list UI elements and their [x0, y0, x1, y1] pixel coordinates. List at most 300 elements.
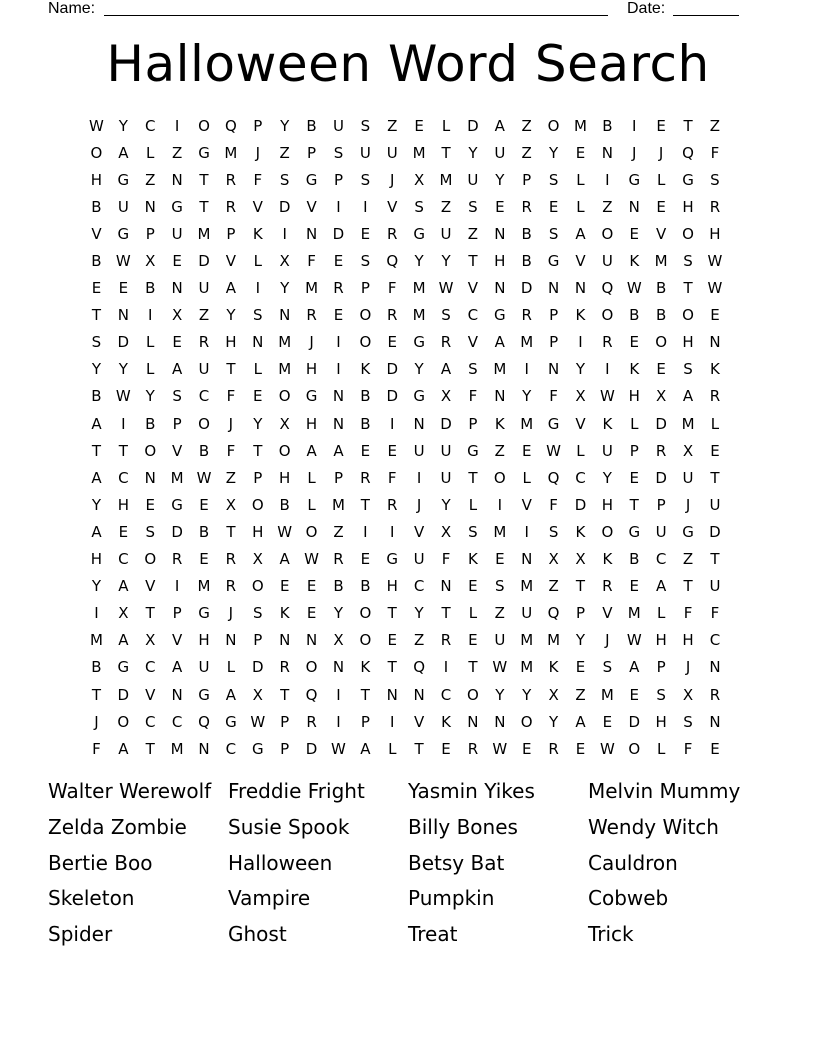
grid-cell[interactable]: M	[170, 468, 184, 487]
grid-cell[interactable]: R	[655, 441, 667, 460]
grid-cell[interactable]: A	[171, 658, 183, 677]
grid-cell[interactable]: R	[333, 279, 344, 298]
grid-cell[interactable]: I	[336, 685, 341, 704]
grid-cell[interactable]: U	[198, 658, 210, 677]
grid-cell[interactable]: W	[331, 739, 346, 758]
grid-cell[interactable]: G	[682, 170, 694, 189]
grid-cell[interactable]: J	[658, 143, 664, 162]
grid-cell[interactable]: S	[333, 143, 344, 162]
grid-cell[interactable]: E	[333, 306, 344, 325]
grid-cell[interactable]: S	[360, 252, 371, 271]
grid-cell[interactable]: S	[360, 116, 371, 135]
grid-cell[interactable]: J	[685, 658, 691, 677]
grid-cell[interactable]: L	[146, 333, 155, 352]
grid-cell[interactable]: U	[440, 224, 452, 243]
grid-cell[interactable]: Y	[441, 495, 451, 514]
grid-cell[interactable]: D	[198, 252, 210, 271]
grid-cell[interactable]: P	[360, 712, 370, 731]
grid-cell[interactable]: K	[629, 252, 640, 271]
grid-cell[interactable]: A	[575, 712, 586, 731]
grid-cell[interactable]: N	[521, 550, 533, 569]
grid-cell[interactable]: Y	[280, 116, 290, 135]
grid-cell[interactable]: N	[709, 333, 721, 352]
grid-cell[interactable]: F	[549, 495, 558, 514]
grid-cell[interactable]: V	[252, 197, 263, 216]
grid-cell[interactable]: A	[494, 333, 505, 352]
grid-cell[interactable]: H	[628, 387, 640, 406]
grid-cell[interactable]: N	[279, 631, 291, 650]
grid-cell[interactable]: X	[440, 522, 452, 541]
grid-cell[interactable]: O	[251, 577, 264, 596]
grid-cell[interactable]: N	[494, 712, 506, 731]
grid-cell[interactable]: X	[145, 252, 156, 271]
grid-cell[interactable]: A	[682, 387, 694, 406]
grid-cell[interactable]: Z	[494, 441, 505, 460]
grid-cell[interactable]: I	[605, 170, 610, 189]
name-blank-line[interactable]	[104, 0, 608, 16]
grid-cell[interactable]: I	[524, 522, 529, 541]
grid-cell[interactable]: H	[198, 631, 210, 650]
grid-cell[interactable]: Y	[118, 360, 128, 379]
grid-cell[interactable]: L	[253, 360, 262, 379]
grid-cell[interactable]: T	[145, 604, 155, 623]
grid-cell[interactable]: O	[520, 712, 533, 731]
grid-cell[interactable]: H	[90, 550, 103, 569]
grid-cell[interactable]: M	[197, 224, 211, 243]
grid-cell[interactable]: T	[145, 739, 155, 758]
grid-cell[interactable]: Y	[602, 468, 612, 487]
grid-cell[interactable]: N	[709, 712, 721, 731]
grid-cell[interactable]: D	[278, 197, 291, 216]
grid-cell[interactable]: W	[707, 279, 723, 298]
grid-cell[interactable]: C	[144, 712, 156, 731]
grid-cell[interactable]: I	[336, 712, 341, 731]
grid-cell[interactable]: M	[278, 360, 292, 379]
grid-cell[interactable]: E	[495, 550, 505, 569]
grid-cell[interactable]: S	[548, 224, 559, 243]
grid-cell[interactable]: T	[468, 468, 478, 487]
date-blank-line[interactable]	[673, 0, 739, 16]
grid-cell[interactable]: U	[709, 577, 721, 596]
grid-cell[interactable]: R	[225, 170, 237, 189]
grid-cell[interactable]: W	[626, 279, 642, 298]
grid-cell[interactable]: E	[387, 441, 397, 460]
grid-cell[interactable]: S	[253, 306, 263, 325]
grid-cell[interactable]: S	[145, 522, 155, 541]
grid-cell[interactable]: M	[278, 333, 292, 352]
grid-cell[interactable]: S	[683, 712, 693, 731]
grid-cell[interactable]: E	[710, 739, 720, 758]
grid-cell[interactable]: H	[305, 360, 318, 379]
grid-cell[interactable]: K	[494, 414, 505, 433]
grid-cell[interactable]: N	[601, 143, 613, 162]
grid-cell[interactable]: Q	[547, 604, 560, 623]
grid-cell[interactable]: M	[412, 306, 426, 325]
grid-cell[interactable]: O	[601, 522, 614, 541]
grid-cell[interactable]: B	[521, 252, 532, 271]
grid-cell[interactable]: R	[440, 333, 452, 352]
grid-cell[interactable]: V	[91, 224, 102, 243]
grid-cell[interactable]: P	[145, 224, 155, 243]
grid-cell[interactable]: J	[228, 604, 234, 623]
grid-cell[interactable]: H	[386, 577, 398, 596]
grid-cell[interactable]: T	[360, 495, 370, 514]
grid-cell[interactable]: G	[117, 658, 130, 677]
grid-cell[interactable]: B	[656, 279, 667, 298]
grid-cell[interactable]: Z	[279, 143, 290, 162]
grid-cell[interactable]: O	[278, 441, 291, 460]
grid-cell[interactable]: Y	[414, 604, 424, 623]
grid-cell[interactable]: E	[656, 197, 666, 216]
grid-cell[interactable]: S	[548, 522, 559, 541]
grid-cell[interactable]: Z	[225, 468, 237, 487]
grid-cell[interactable]: I	[121, 414, 126, 433]
grid-cell[interactable]: G	[305, 387, 318, 406]
grid-cell[interactable]: O	[198, 116, 210, 135]
grid-cell[interactable]: O	[493, 468, 506, 487]
grid-cell[interactable]: G	[225, 712, 237, 731]
grid-cell[interactable]: N	[171, 685, 183, 704]
grid-cell[interactable]: X	[252, 685, 263, 704]
grid-cell[interactable]: P	[468, 414, 478, 433]
grid-cell[interactable]: U	[440, 468, 452, 487]
grid-cell[interactable]: T	[683, 116, 693, 135]
grid-cell[interactable]: H	[117, 495, 129, 514]
grid-cell[interactable]: I	[363, 522, 368, 541]
grid-cell[interactable]: Y	[575, 360, 586, 379]
grid-cell[interactable]: K	[360, 360, 371, 379]
grid-cell[interactable]: E	[575, 739, 586, 758]
grid-cell[interactable]: F	[253, 170, 263, 189]
grid-cell[interactable]: Q	[305, 685, 318, 704]
grid-cell[interactable]: G	[198, 143, 210, 162]
grid-cell[interactable]: V	[171, 441, 183, 460]
grid-cell[interactable]: K	[575, 522, 586, 541]
grid-cell[interactable]: Z	[333, 522, 344, 541]
grid-cell[interactable]: M	[520, 577, 534, 596]
grid-cell[interactable]: M	[520, 658, 534, 677]
grid-cell[interactable]: U	[601, 252, 613, 271]
grid-cell[interactable]: Z	[198, 306, 210, 325]
grid-cell[interactable]: T	[199, 197, 209, 216]
grid-cell[interactable]: M	[493, 522, 507, 541]
grid-cell[interactable]: Z	[575, 685, 586, 704]
grid-cell[interactable]: I	[363, 197, 368, 216]
grid-cell[interactable]: X	[279, 414, 290, 433]
grid-cell[interactable]: E	[495, 197, 505, 216]
grid-cell[interactable]: N	[171, 170, 183, 189]
grid-cell[interactable]: A	[440, 360, 452, 379]
grid-cell[interactable]: G	[547, 414, 560, 433]
grid-cell[interactable]: N	[574, 279, 587, 298]
grid-cell[interactable]: V	[575, 252, 586, 271]
grid-cell[interactable]: J	[255, 143, 260, 162]
grid-cell[interactable]: L	[576, 197, 585, 216]
grid-cell[interactable]: C	[655, 550, 667, 569]
grid-cell[interactable]: D	[386, 387, 399, 406]
grid-cell[interactable]: O	[682, 306, 694, 325]
grid-cell[interactable]: O	[305, 522, 318, 541]
grid-cell[interactable]: Y	[522, 387, 532, 406]
grid-cell[interactable]: A	[171, 360, 183, 379]
grid-cell[interactable]: E	[575, 658, 586, 677]
grid-cell[interactable]: Y	[414, 360, 424, 379]
grid-cell[interactable]: T	[468, 658, 478, 677]
grid-cell[interactable]: L	[656, 604, 666, 623]
grid-cell[interactable]: Q	[224, 116, 237, 135]
grid-cell[interactable]: Y	[118, 116, 128, 135]
grid-cell[interactable]: I	[605, 360, 610, 379]
grid-cell[interactable]: E	[629, 577, 639, 596]
grid-cell[interactable]: Y	[495, 685, 505, 704]
grid-cell[interactable]: O	[144, 550, 157, 569]
grid-cell[interactable]: N	[467, 712, 479, 731]
grid-cell[interactable]: C	[144, 658, 156, 677]
grid-cell[interactable]: A	[656, 577, 667, 596]
grid-cell[interactable]: G	[171, 495, 183, 514]
grid-cell[interactable]: I	[174, 577, 180, 596]
grid-cell[interactable]: M	[412, 279, 426, 298]
grid-cell[interactable]: T	[226, 360, 236, 379]
grid-cell[interactable]: P	[280, 712, 290, 731]
grid-cell[interactable]: E	[468, 577, 478, 596]
grid-cell[interactable]: U	[440, 441, 452, 460]
grid-cell[interactable]: R	[467, 739, 479, 758]
grid-cell[interactable]: N	[413, 414, 425, 433]
grid-cell[interactable]: R	[440, 631, 452, 650]
grid-cell[interactable]: P	[549, 306, 559, 325]
grid-cell[interactable]: O	[682, 224, 694, 243]
grid-cell[interactable]: B	[629, 550, 640, 569]
grid-cell[interactable]: T	[91, 306, 102, 325]
grid-cell[interactable]: A	[333, 441, 344, 460]
grid-cell[interactable]: L	[441, 116, 451, 135]
grid-cell[interactable]: H	[601, 495, 613, 514]
grid-cell[interactable]: U	[413, 441, 425, 460]
grid-cell[interactable]: Z	[709, 116, 721, 135]
grid-cell[interactable]: P	[253, 116, 263, 135]
grid-cell[interactable]: T	[441, 143, 451, 162]
grid-cell[interactable]: E	[172, 333, 182, 352]
grid-cell[interactable]: G	[682, 522, 694, 541]
grid-cell[interactable]: G	[117, 170, 130, 189]
grid-cell[interactable]: F	[387, 468, 397, 487]
grid-cell[interactable]: O	[359, 604, 372, 623]
grid-cell[interactable]: F	[549, 387, 558, 406]
grid-cell[interactable]: L	[576, 170, 585, 189]
grid-cell[interactable]: G	[198, 685, 210, 704]
grid-cell[interactable]: T	[468, 252, 478, 271]
grid-cell[interactable]: M	[520, 414, 534, 433]
grid-cell[interactable]: N	[198, 739, 210, 758]
grid-cell[interactable]: L	[388, 739, 397, 758]
grid-cell[interactable]: Y	[280, 279, 290, 298]
grid-cell[interactable]: A	[118, 143, 129, 162]
grid-cell[interactable]: H	[90, 170, 103, 189]
grid-cell[interactable]: T	[280, 685, 290, 704]
grid-cell[interactable]: N	[386, 685, 398, 704]
grid-cell[interactable]: N	[547, 279, 560, 298]
grid-cell[interactable]: R	[198, 333, 210, 352]
grid-cell[interactable]: Y	[91, 360, 102, 379]
grid-cell[interactable]: F	[387, 279, 397, 298]
grid-cell[interactable]: Y	[549, 143, 559, 162]
grid-cell[interactable]: O	[90, 143, 103, 162]
grid-cell[interactable]: M	[331, 495, 345, 514]
grid-cell[interactable]: N	[305, 224, 318, 243]
grid-cell[interactable]: B	[145, 279, 156, 298]
grid-cell[interactable]: I	[148, 306, 153, 325]
grid-cell[interactable]: N	[332, 414, 345, 433]
grid-cell[interactable]: T	[226, 522, 236, 541]
grid-cell[interactable]: N	[413, 685, 425, 704]
grid-cell[interactable]: K	[602, 414, 613, 433]
grid-cell[interactable]: M	[681, 414, 695, 433]
grid-cell[interactable]: K	[575, 306, 586, 325]
grid-cell[interactable]: S	[468, 360, 478, 379]
grid-cell[interactable]: T	[683, 279, 693, 298]
grid-cell[interactable]: E	[306, 577, 317, 596]
grid-cell[interactable]: E	[656, 116, 666, 135]
grid-cell[interactable]: L	[630, 414, 639, 433]
grid-cell[interactable]: Y	[91, 577, 102, 596]
grid-cell[interactable]: N	[279, 306, 291, 325]
grid-cell[interactable]: I	[390, 522, 395, 541]
grid-cell[interactable]: T	[118, 441, 128, 460]
grid-cell[interactable]: A	[629, 658, 640, 677]
grid-cell[interactable]: R	[387, 306, 398, 325]
grid-cell[interactable]: C	[171, 712, 183, 731]
grid-cell[interactable]: C	[144, 116, 156, 135]
grid-cell[interactable]: L	[656, 170, 666, 189]
grid-cell[interactable]: A	[494, 116, 505, 135]
grid-cell[interactable]: R	[548, 739, 559, 758]
grid-cell[interactable]: B	[91, 658, 102, 677]
grid-cell[interactable]: E	[468, 631, 478, 650]
grid-cell[interactable]: S	[548, 170, 559, 189]
grid-cell[interactable]: G	[628, 522, 641, 541]
grid-cell[interactable]: P	[360, 279, 370, 298]
grid-cell[interactable]: B	[306, 116, 317, 135]
grid-cell[interactable]: R	[279, 658, 290, 677]
grid-cell[interactable]: E	[360, 441, 371, 460]
grid-cell[interactable]: V	[467, 279, 479, 298]
grid-cell[interactable]: X	[413, 170, 425, 189]
grid-cell[interactable]: E	[575, 143, 586, 162]
grid-cell[interactable]: W	[196, 468, 212, 487]
grid-cell[interactable]: F	[710, 143, 720, 162]
grid-cell[interactable]: F	[441, 550, 451, 569]
grid-cell[interactable]: X	[118, 604, 129, 623]
grid-cell[interactable]: S	[172, 387, 182, 406]
grid-cell[interactable]: M	[520, 631, 534, 650]
grid-cell[interactable]: W	[599, 739, 615, 758]
grid-cell[interactable]: L	[146, 360, 155, 379]
grid-cell[interactable]: U	[332, 116, 344, 135]
grid-cell[interactable]: E	[629, 468, 639, 487]
grid-cell[interactable]: S	[468, 197, 478, 216]
grid-cell[interactable]: E	[602, 712, 613, 731]
grid-cell[interactable]: W	[115, 387, 131, 406]
grid-cell[interactable]: U	[521, 604, 533, 623]
grid-cell[interactable]: J	[416, 495, 422, 514]
grid-cell[interactable]: K	[710, 360, 720, 379]
grid-cell[interactable]: V	[145, 685, 156, 704]
grid-cell[interactable]: D	[574, 495, 587, 514]
grid-cell[interactable]: T	[710, 468, 720, 487]
grid-cell[interactable]: E	[629, 685, 639, 704]
grid-cell[interactable]: T	[387, 604, 397, 623]
grid-cell[interactable]: U	[386, 143, 398, 162]
grid-cell[interactable]: E	[656, 360, 666, 379]
grid-cell[interactable]: D	[117, 685, 130, 704]
grid-cell[interactable]: I	[336, 197, 341, 216]
grid-cell[interactable]: S	[656, 685, 666, 704]
grid-cell[interactable]: K	[360, 658, 371, 677]
grid-cell[interactable]: Y	[495, 170, 505, 189]
grid-cell[interactable]: L	[468, 604, 478, 623]
grid-cell[interactable]: R	[709, 387, 721, 406]
grid-cell[interactable]: U	[709, 495, 721, 514]
grid-cell[interactable]: S	[360, 170, 371, 189]
grid-cell[interactable]: E	[710, 306, 720, 325]
grid-cell[interactable]: U	[494, 143, 506, 162]
grid-cell[interactable]: D	[440, 414, 452, 433]
grid-cell[interactable]: A	[575, 224, 586, 243]
grid-cell[interactable]: W	[546, 441, 561, 460]
grid-cell[interactable]: X	[333, 631, 344, 650]
grid-cell[interactable]: A	[91, 468, 102, 487]
grid-cell[interactable]: T	[91, 685, 102, 704]
grid-cell[interactable]: W	[626, 631, 642, 650]
grid-cell[interactable]: L	[522, 468, 531, 487]
grid-cell[interactable]: Z	[521, 143, 532, 162]
grid-cell[interactable]: X	[548, 550, 559, 569]
grid-cell[interactable]: Y	[441, 252, 451, 271]
grid-cell[interactable]: Z	[682, 550, 694, 569]
grid-cell[interactable]: A	[118, 739, 129, 758]
grid-cell[interactable]: F	[710, 604, 720, 623]
grid-cell[interactable]: N	[440, 577, 452, 596]
grid-cell[interactable]: P	[333, 468, 343, 487]
grid-cell[interactable]: P	[307, 143, 317, 162]
grid-cell[interactable]: C	[225, 739, 237, 758]
grid-cell[interactable]: O	[467, 685, 479, 704]
grid-cell[interactable]: T	[629, 495, 639, 514]
grid-cell[interactable]: B	[602, 116, 613, 135]
grid-cell[interactable]: A	[225, 685, 237, 704]
grid-cell[interactable]: Q	[601, 279, 614, 298]
grid-cell[interactable]: D	[655, 468, 667, 487]
grid-cell[interactable]: D	[467, 116, 479, 135]
grid-cell[interactable]: T	[414, 739, 424, 758]
grid-cell[interactable]: I	[336, 333, 341, 352]
grid-cell[interactable]: W	[599, 387, 615, 406]
grid-cell[interactable]: M	[224, 143, 238, 162]
grid-cell[interactable]: I	[282, 224, 287, 243]
grid-cell[interactable]: L	[307, 495, 316, 514]
grid-cell[interactable]: D	[655, 414, 667, 433]
grid-cell[interactable]: R	[225, 577, 237, 596]
grid-cell[interactable]: M	[170, 739, 184, 758]
grid-cell[interactable]: H	[279, 468, 291, 487]
grid-cell[interactable]: U	[198, 360, 210, 379]
grid-cell[interactable]: B	[360, 577, 371, 596]
grid-cell[interactable]: F	[226, 441, 236, 460]
grid-cell[interactable]: N	[144, 468, 156, 487]
grid-cell[interactable]: E	[253, 387, 263, 406]
grid-cell[interactable]: E	[199, 495, 209, 514]
